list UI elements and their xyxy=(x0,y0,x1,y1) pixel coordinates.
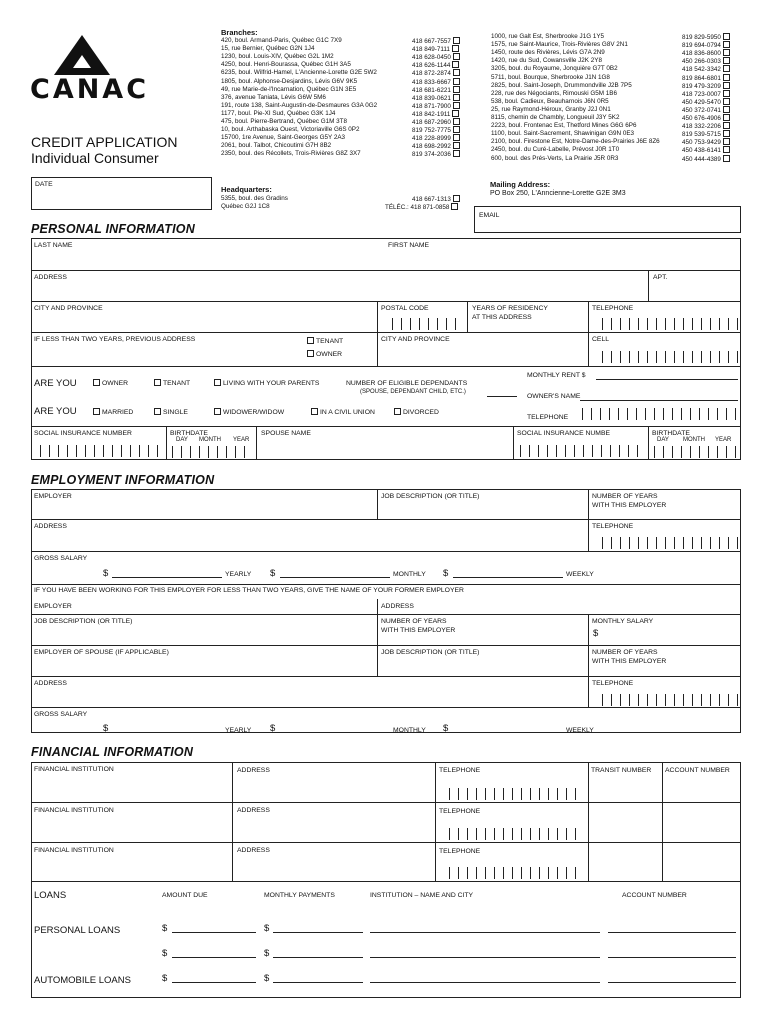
branches-right-address: 5711, boul. Bourque, Sherbrooke J1N 1G8 xyxy=(491,73,610,81)
branch-checkbox[interactable] xyxy=(723,65,730,72)
branches-left-telephone: 418 849-7111 xyxy=(412,45,461,54)
branch-checkbox[interactable] xyxy=(453,134,460,141)
yearly2-dollar: $ xyxy=(103,723,109,734)
branch-checkbox[interactable] xyxy=(723,33,730,40)
are-you-label-1: ARE YOU xyxy=(34,378,77,389)
birthdate-label: BIRTHDATE xyxy=(170,430,208,437)
al-monthly-input[interactable] xyxy=(273,982,363,983)
branch-checkbox[interactable] xyxy=(723,74,730,81)
branches-right-address: 600, boul. des Prés-Verts, La Prairie J5R 0R3 xyxy=(491,154,619,162)
branch-checkbox[interactable] xyxy=(723,155,730,162)
first-name-label: FIRST NAME xyxy=(388,242,430,249)
cell-input[interactable] xyxy=(602,351,738,363)
fin-telephone-label-2: TELEPHONE xyxy=(439,808,481,815)
city-label: CITY AND PROVINCE xyxy=(34,305,103,312)
years-residency-label: YEARS OF RESIDENCY xyxy=(472,305,548,312)
pl2-dollar-2: $ xyxy=(264,948,270,959)
sin-label: SOCIAL INSURANCE NUMBER xyxy=(34,430,132,437)
monthly-rent-label: MONTHLY RENT $ xyxy=(527,372,586,379)
branch-checkbox[interactable] xyxy=(453,150,460,157)
former-employer-note: IF YOU HAVE BEEN WORKING FOR THIS EMPLOYER FOR LESS THAN TWO YEARS, GIVE THE NAME OF YOUR FORMER EMPLOYER xyxy=(34,587,464,594)
years3-label-2: WITH THIS EMPLOYER xyxy=(592,658,667,665)
canac-logo-triangle xyxy=(52,33,112,77)
amount-due-label: AMOUNT DUE xyxy=(162,892,208,899)
canac-logo-text: CANAC xyxy=(30,74,150,105)
branch-checkbox[interactable] xyxy=(723,122,730,129)
weekly2-label: WEEKLY xyxy=(566,727,594,734)
branches-left-address: 2350, boul. des Récollets, Trois-Rivières G8Z 3X7 xyxy=(221,150,361,158)
branches-right-address: 2223, boul. Frontenac Est, Thetford Mines G6G 6P6 xyxy=(491,122,637,130)
fin-telephone-label-3: TELEPHONE xyxy=(439,848,481,855)
branches-right-telephone: 819 829-5950 xyxy=(682,33,732,42)
fin-telephone-input-3[interactable] xyxy=(449,867,581,879)
branches-right-address: 3205, boul. du Royaume, Jonquière G7T 0B2 xyxy=(491,65,618,73)
auto-loans-label: AUTOMOBILE LOANS xyxy=(34,975,131,986)
yearly-dollar: $ xyxy=(103,568,109,579)
al-dollar-2: $ xyxy=(264,973,270,984)
branches-left-address: 191, route 138, Saint-Augustin-de-Desmaures G3A 0G2 xyxy=(221,101,378,109)
branches-left-address: 6235, boul. Wilfrid-Hamel, L'Ancienne-Lorette G2E 5W2 xyxy=(221,69,377,77)
pl2-amount-input[interactable] xyxy=(172,957,256,958)
employer-label: EMPLOYER xyxy=(34,493,72,500)
pl2-account-input[interactable] xyxy=(608,957,736,958)
branches-left-address: 1230, boul. Louis-XIV, Québec G2L 1M2 xyxy=(221,53,334,61)
postal-label: POSTAL CODE xyxy=(381,305,429,312)
branches-left-address: 2061, boul. Talbot, Chicoutimi G7H 8B2 xyxy=(221,142,332,150)
personal-loans-label: PERSONAL LOANS xyxy=(34,925,121,936)
loans-label: LOANS xyxy=(34,890,67,901)
job-label: JOB DESCRIPTION (OR TITLE) xyxy=(381,493,480,500)
dependants-label: NUMBER OF ELIGIBLE DEPENDANTS xyxy=(346,380,468,387)
branch-checkbox[interactable] xyxy=(723,114,730,121)
pl-amount-input[interactable] xyxy=(172,932,256,933)
years-employer-label-2: WITH THIS EMPLOYER xyxy=(592,502,667,509)
branch-checkbox[interactable] xyxy=(453,118,460,125)
opt-divorced[interactable]: DIVORCED xyxy=(394,408,439,416)
al-institution-input[interactable] xyxy=(370,982,600,983)
branch-checkbox[interactable] xyxy=(453,142,460,149)
branches-right-address: 2825, boul. Saint-Joseph, Drummondville J2B 7P5 xyxy=(491,81,632,89)
gross2-label: GROSS SALARY xyxy=(34,711,88,718)
city2-label: CITY AND PROVINCE xyxy=(381,336,450,343)
branch-checkbox[interactable] xyxy=(723,41,730,48)
mailing-heading: Mailing Address: xyxy=(490,180,551,189)
telephone3-input[interactable] xyxy=(602,694,738,706)
branches-right-telephone: 450 753-9429 xyxy=(682,138,732,147)
branches-right-telephone: 450 438-6141 xyxy=(682,146,732,155)
telephone-input[interactable] xyxy=(602,318,738,330)
branches-left-telephone: 418 842-1911 xyxy=(412,110,461,119)
branches-right-address: 25, rue Raymond-Héroux, Granby J2J 0N1 xyxy=(491,105,611,113)
monthly2-input[interactable] xyxy=(280,732,390,733)
branches-left-address: 49, rue Marie-de-l'Incarnation, Québec G1N 3E5 xyxy=(221,85,357,93)
cell-label: CELL xyxy=(592,336,610,343)
branches-right-address: 538, boul. Cadieux, Beauharnois J6N 0R5 xyxy=(491,97,609,105)
job2-label: JOB DESCRIPTION (OR TITLE) xyxy=(34,618,133,625)
day-label: DAY xyxy=(176,437,188,443)
account-label: ACCOUNT NUMBER xyxy=(665,767,730,774)
fin-address-label-3: ADDRESS xyxy=(237,847,270,854)
fin-telephone-input-2[interactable] xyxy=(449,828,581,840)
birthdate2-input[interactable] xyxy=(654,446,736,458)
tenant-checkbox[interactable]: TENANT xyxy=(307,337,343,345)
telephone2-input[interactable] xyxy=(582,408,738,420)
telephone-label: TELEPHONE xyxy=(592,305,634,312)
branches-right-telephone: 450 429-5470 xyxy=(682,98,732,107)
branches-right-address: 1450, route des Rivières, Lévis G7A 2N9 xyxy=(491,49,605,57)
form-title: CREDIT APPLICATION xyxy=(31,134,178,150)
opt-tenant[interactable]: TENANT xyxy=(154,379,190,387)
address2-label: ADDRESS xyxy=(381,603,414,610)
monthly-payments-label: MONTHLY PAYMENTS xyxy=(264,892,335,899)
pl-dollar-2: $ xyxy=(264,923,270,934)
branches-left-telephone: 819 374-2036 xyxy=(412,150,462,159)
yearly2-label: YEARLY xyxy=(225,727,252,734)
institution-label-1: FINANCIAL INSTITUTION xyxy=(34,766,114,773)
branches-right-telephone: 418 542-3342 xyxy=(682,65,732,74)
years3-label: NUMBER OF YEARS xyxy=(592,649,658,656)
opt-civil-union[interactable]: IN A CIVIL UNION xyxy=(311,408,375,416)
institution-name-city-label: INSTITUTION – NAME AND CITY xyxy=(370,892,474,899)
prev-address-label: IF LESS THAN TWO YEARS, PREVIOUS ADDRESS xyxy=(34,336,196,343)
personal-heading: PERSONAL INFORMATION xyxy=(31,222,195,236)
branches-left-address: 10, boul. Arthabaska Ouest, Victoriaville G6S 0P2 xyxy=(221,126,360,134)
branches-left-telephone: 819 752-7775 xyxy=(412,126,462,135)
institution-label-3: FINANCIAL INSTITUTION xyxy=(34,847,114,854)
emp-telephone-input[interactable] xyxy=(602,537,738,549)
pl-monthly-input[interactable] xyxy=(273,932,363,933)
form-subtitle: Individual Consumer xyxy=(31,150,159,166)
branches-right-telephone: 450 266-0303 xyxy=(682,57,732,66)
branches-left-telephone: 418 839-0621 xyxy=(412,94,462,103)
opt-single[interactable]: SINGLE xyxy=(154,408,188,416)
branches-right-telephone: 418 332-2206 xyxy=(682,122,732,131)
pl2-institution-input[interactable] xyxy=(370,957,600,958)
branch-checkbox[interactable] xyxy=(453,126,460,133)
monthly2-dollar: $ xyxy=(270,723,276,734)
pl-institution-input[interactable] xyxy=(370,932,600,933)
years-residency-label-2: AT THIS ADDRESS xyxy=(472,314,532,321)
hq-tel: 418 667-1313 xyxy=(412,195,462,204)
financial-grid xyxy=(31,762,741,882)
branches-heading: Branches: xyxy=(221,28,258,37)
mailing-line: PO Box 250, L'Anncienne-Lorette G2E 3M3 xyxy=(490,190,626,197)
sin2-input[interactable] xyxy=(520,445,644,457)
address3-label: ADDRESS xyxy=(34,680,67,687)
branch-checkbox[interactable] xyxy=(453,102,460,109)
spouse-name-label: SPOUSE NAME xyxy=(261,430,311,437)
monthly-salary-label: MONTHLY SALARY xyxy=(592,618,654,625)
fin-address-label-2: ADDRESS xyxy=(237,807,270,814)
branches-right-telephone: 819 479-3209 xyxy=(682,82,732,91)
owners-name-input[interactable] xyxy=(580,400,738,401)
branches-left-address: 4250, boul. Henri-Bourassa, Québec G1H 3A5 xyxy=(221,61,351,69)
headquarters-heading: Headquarters: xyxy=(221,185,272,194)
birthdate2-label: BIRTHDATE xyxy=(652,430,690,437)
branches-right-address: 2100, boul. Firestone Est, Notre-Dame-des-Prairies J6E 8Z6 xyxy=(491,138,660,146)
job3-label: JOB DESCRIPTION (OR TITLE) xyxy=(381,649,480,656)
emp-telephone-label: TELEPHONE xyxy=(592,523,634,530)
fin-address-label-1: ADDRESS xyxy=(237,767,270,774)
day2-label: DAY xyxy=(657,437,669,443)
opt-owner[interactable]: OWNER xyxy=(93,379,128,387)
dependants-input[interactable] xyxy=(487,396,517,397)
branches-left-address: 1805, boul. Alphonse-Desjardins, Lévis G6V 9K5 xyxy=(221,77,358,85)
opt-parents[interactable]: LIVING WITH YOUR PARENTS xyxy=(214,379,319,387)
fin-telephone-input-1[interactable] xyxy=(449,788,581,800)
account-number-label: ACCOUNT NUMBER xyxy=(622,892,687,899)
telephone2-label: TELEPHONE xyxy=(527,414,569,421)
years2-label: NUMBER OF YEARS xyxy=(381,618,447,625)
yearly2-input[interactable] xyxy=(112,732,222,733)
last-name-label: LAST NAME xyxy=(34,242,73,249)
branches-left-telephone: 418 871-7900 xyxy=(412,102,462,111)
monthly-salary-dollar: $ xyxy=(593,628,599,639)
branch-checkbox[interactable] xyxy=(723,90,730,97)
branches-left-address: 475, boul. Pierre-Bertrand, Québec G1M 3T8 xyxy=(221,118,348,125)
weekly-label: WEEKLY xyxy=(566,571,594,578)
branch-checkbox[interactable] xyxy=(452,61,459,68)
employer2-label: EMPLOYER xyxy=(34,603,72,610)
hq-line1: 5355, boul. des Gradins xyxy=(221,195,288,202)
branch-checkbox[interactable] xyxy=(453,94,460,101)
financial-heading: FINANCIAL INFORMATION xyxy=(31,745,194,759)
gross-label: GROSS SALARY xyxy=(34,555,88,562)
address-label: ADDRESS xyxy=(34,274,67,281)
hq-line2: Québec G2J 1C8 xyxy=(221,203,270,210)
years-employer-label: NUMBER OF YEARS xyxy=(592,493,658,500)
yearly-label: YEARLY xyxy=(225,571,252,578)
postal-input[interactable] xyxy=(392,318,456,330)
al-dollar-1: $ xyxy=(162,973,168,984)
email-field[interactable] xyxy=(474,206,741,233)
al-account-input[interactable] xyxy=(608,982,736,983)
dependants-sub: (SPOUSE, DEPENDANT CHILD, ETC.) xyxy=(360,389,466,395)
branches-right-telephone: 418 723-0007 xyxy=(682,90,732,99)
branch-checkbox[interactable] xyxy=(453,69,460,76)
branch-checkbox[interactable] xyxy=(723,82,730,89)
branches-left-telephone: 418 872-2874 xyxy=(412,69,462,78)
branches-right-address: 2450, boul. du Curé-Labelle, Prévost J0R 1T0 xyxy=(491,146,620,154)
branch-checkbox[interactable] xyxy=(453,86,460,93)
fin-telephone-label-1: TELEPHONE xyxy=(439,767,481,774)
branch-checkbox[interactable] xyxy=(723,49,730,56)
transit-label: TRANSIT NUMBER xyxy=(591,767,652,774)
owner-checkbox[interactable]: OWNER xyxy=(307,350,342,358)
branch-checkbox[interactable] xyxy=(723,146,730,153)
branches-right-address: 1575, rue Saint-Maurice, Trois-Rivières G8V 2N1 xyxy=(491,41,628,49)
branch-checkbox[interactable] xyxy=(723,130,730,137)
monthly2-label: MONTHLY xyxy=(393,727,426,734)
date-label: DATE xyxy=(35,181,53,188)
pl-dollar-1: $ xyxy=(162,923,168,934)
branches-right-telephone: 450 676-4906 xyxy=(682,114,732,123)
apt-label: APT. xyxy=(653,274,668,281)
hq-fax: TÉLÉC.: 418 871-0858 xyxy=(385,203,460,212)
month2-label: MONTH xyxy=(683,437,705,443)
branches-right-telephone: 450 444-4389 xyxy=(682,155,732,164)
monthly-rent-input[interactable] xyxy=(596,379,738,380)
branches-left-telephone: 418 228-8999 xyxy=(412,134,462,143)
loans-box xyxy=(31,882,741,998)
sin-input[interactable] xyxy=(40,445,160,457)
monthly-label: MONTHLY xyxy=(393,571,426,578)
branches-left-telephone: 418 628-0450 xyxy=(412,53,462,62)
are-you-label-2: ARE YOU xyxy=(34,406,77,417)
branches-left-telephone: 418 667-7557 xyxy=(412,37,462,46)
years2-label-2: WITH THIS EMPLOYER xyxy=(381,627,456,634)
branches-left-telephone: 418 698-2992 xyxy=(412,142,462,151)
branches-right-telephone: 819 539-5715 xyxy=(682,130,732,139)
branch-checkbox[interactable] xyxy=(723,106,730,113)
year-label: YEAR xyxy=(233,437,250,443)
pl2-dollar-1: $ xyxy=(162,948,168,959)
branch-checkbox[interactable] xyxy=(452,110,459,117)
branches-left-address: 1177, boul. Pie-XI Sud, Québec G3K 1J4 xyxy=(221,109,336,117)
pl2-monthly-input[interactable] xyxy=(273,957,363,958)
branches-left-telephone: 418 626-1144 xyxy=(412,61,461,70)
branches-right-address: 8115, chemin de Chambly, Longueuil J3Y 5K2 xyxy=(491,114,620,121)
branch-checkbox[interactable] xyxy=(723,57,730,64)
yearly-input[interactable] xyxy=(112,577,222,578)
branches-left-telephone: 418 687-2960 xyxy=(412,118,462,127)
branches-right-telephone: 819 694-0794 xyxy=(682,41,732,50)
sin2-label: SOCIAL INSURANCE NUMBE xyxy=(517,430,611,437)
owners-name-label: OWNER'S NAME xyxy=(527,393,581,400)
telephone3-label: TELEPHONE xyxy=(592,680,634,687)
branches-right-telephone: 819 864-6801 xyxy=(682,74,732,83)
date-field[interactable] xyxy=(31,177,212,210)
month-label: MONTH xyxy=(199,437,221,443)
employment-heading: EMPLOYMENT INFORMATION xyxy=(31,473,215,487)
spouse-employer-label: EMPLOYER OF SPOUSE (IF APPLICABLE) xyxy=(34,649,169,656)
weekly-input[interactable] xyxy=(453,577,563,578)
al-amount-input[interactable] xyxy=(172,982,256,983)
monthly-input[interactable] xyxy=(280,577,390,578)
branches-left-address: 15, rue Bernier, Québec G2N 1J4 xyxy=(221,45,315,53)
emp-address-label: ADDRESS xyxy=(34,523,67,530)
opt-widow[interactable]: WIDOWER/WIDOW xyxy=(214,408,284,416)
monthly-dollar: $ xyxy=(270,568,276,579)
weekly2-dollar: $ xyxy=(443,723,449,734)
branches-right-telephone: 418 836-8600 xyxy=(682,49,732,58)
email-label: EMAIL xyxy=(479,212,500,219)
pl-account-input[interactable] xyxy=(608,932,736,933)
weekly-dollar: $ xyxy=(443,568,449,579)
branch-checkbox[interactable] xyxy=(453,37,460,44)
branches-right-address: 1420, rue du Sud, Cowansville J2K 2Y8 xyxy=(491,57,602,65)
branches-right-address: 1000, rue Galt Est, Sherbrooke J1G 1Y5 xyxy=(491,33,605,40)
branch-checkbox[interactable] xyxy=(723,98,730,105)
branches-right-telephone: 450 372-0741 xyxy=(682,106,732,115)
branches-right-address: 1100, boul. Saint-Sacrement, Shawinigan G9N 0E3 xyxy=(491,130,635,138)
branch-checkbox[interactable] xyxy=(453,53,460,60)
institution-label-2: FINANCIAL INSTITUTION xyxy=(34,807,114,814)
weekly2-input[interactable] xyxy=(453,732,563,733)
birthdate-input[interactable] xyxy=(172,446,252,458)
branch-checkbox[interactable] xyxy=(453,78,460,85)
year2-label: YEAR xyxy=(715,437,732,443)
branches-right-address: 228, rue des Négociants, Rimouski G5M 1B6 xyxy=(491,89,617,97)
branches-left-address: 420, boul. Armand-Paris, Québec G1C 7X9 xyxy=(221,37,342,44)
branches-left-telephone: 418 833-6667 xyxy=(412,78,462,87)
opt-married[interactable]: MARRIED xyxy=(93,408,133,416)
branches-left-address: 15700, 1re Avenue, Saint-Georges G5Y 2A3 xyxy=(221,134,346,142)
branches-left-address: 376, avenue Taniata, Lévis G6W 5M6 xyxy=(221,93,326,101)
branch-checkbox[interactable] xyxy=(452,45,459,52)
branches-left-telephone: 418 681-6221 xyxy=(412,86,462,95)
branch-checkbox[interactable] xyxy=(723,138,730,145)
